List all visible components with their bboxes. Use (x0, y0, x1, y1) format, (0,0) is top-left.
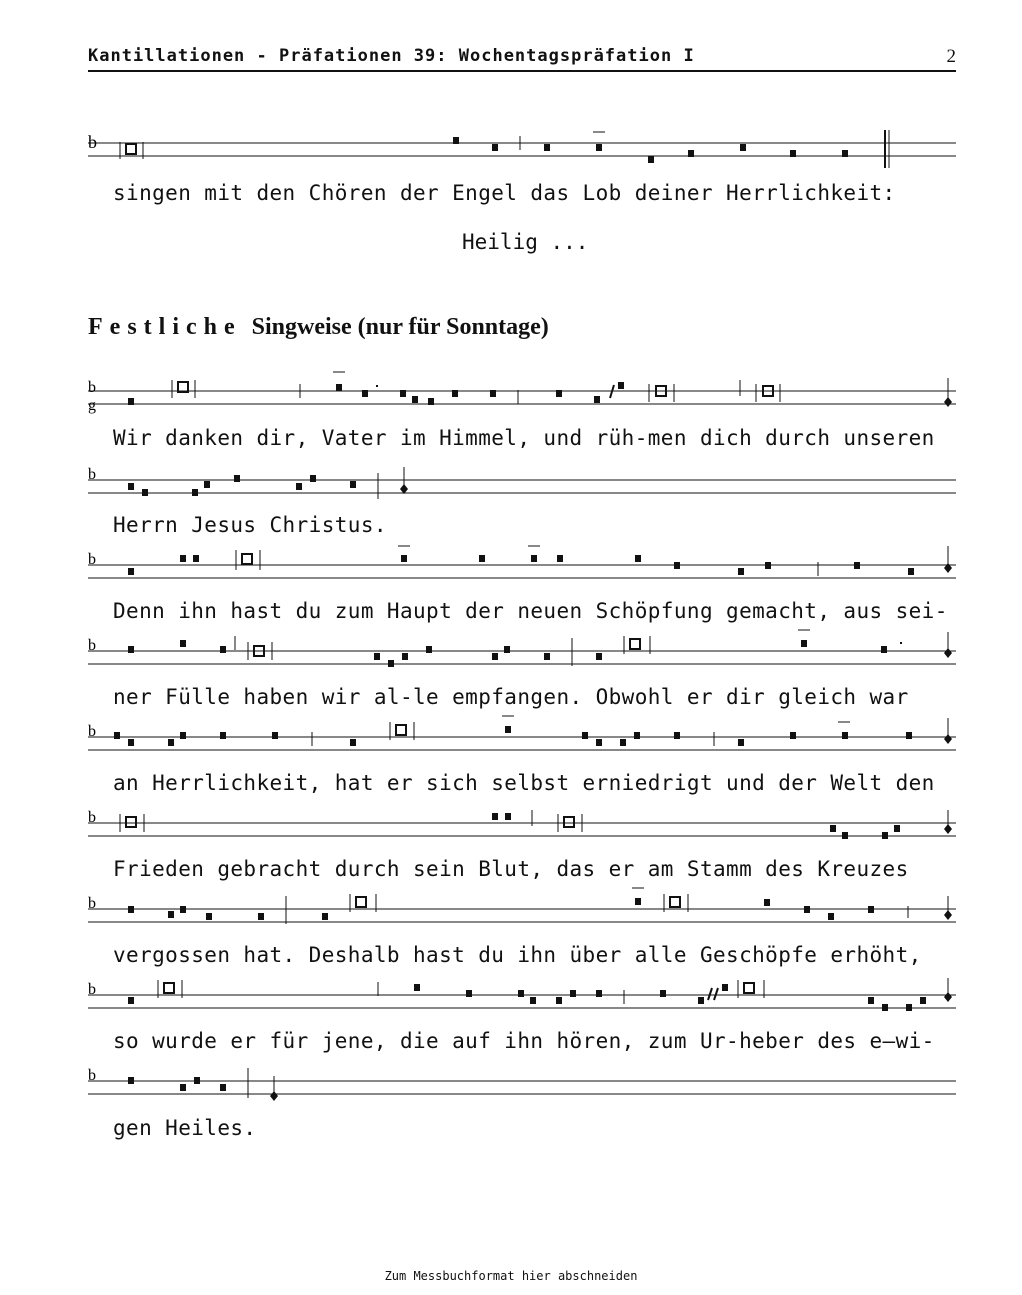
music-staff (88, 465, 956, 505)
music-staff (88, 980, 956, 1020)
staff-notation (88, 376, 956, 416)
lyric-line: ner Fülle haben wir al-le empfangen. Obwohl er dir gleich war (113, 685, 909, 709)
section-heading (88, 314, 549, 341)
lyric-line: Frieden gebracht durch sein Blut, das er am Stamm des Kreuzes (113, 857, 909, 881)
flat-sign: b (88, 132, 97, 152)
flat-sign: b (88, 1067, 96, 1084)
lyric-line: Herrn Jesus Christus. (113, 513, 387, 537)
heading-rest: Singweise (nur für Sonntage) (251, 314, 549, 340)
flat-sign: b (88, 551, 96, 568)
staff-notation (88, 722, 956, 762)
lyric-line: Denn ihn hast du zum Haupt der neuen Schöpfung gemacht, aus sei- (113, 599, 948, 623)
flat-sign: b (88, 379, 96, 396)
lyric-line: an Herrlichkeit, hat er sich selbst erniedrigt und der Welt den (113, 771, 935, 795)
page-title: Kantillationen - Präfationen 39: Wochentagspräfation I (88, 46, 695, 66)
staff-notation (88, 894, 956, 934)
staff-notation (88, 980, 956, 1020)
staff-notation (88, 808, 956, 848)
page-header (88, 44, 956, 72)
staff-notation (88, 128, 956, 168)
page-number: 2 (946, 46, 956, 67)
heilig-text: Heilig ... (462, 230, 589, 254)
lyric-line: vergossen hat. Deshalb hast du ihn über alle Geschöpfe erhöht, (113, 943, 922, 967)
heading-spaced: Festliche (88, 314, 242, 340)
flat-sign: b (88, 981, 96, 998)
music-staff (88, 1066, 956, 1106)
music-staff (88, 636, 956, 676)
flat-sign: b (88, 809, 96, 826)
staff-notation (88, 550, 956, 590)
music-staff (88, 722, 956, 762)
music-staff (88, 808, 956, 848)
lyric-line: gen Heiles. (113, 1116, 257, 1140)
flat-sign: b (88, 723, 96, 740)
flat-sign: b (88, 895, 96, 912)
staff-notation (88, 465, 956, 505)
staff-notation (88, 636, 956, 676)
music-staff (88, 894, 956, 934)
music-staff (88, 128, 956, 168)
lyric-line: singen mit den Chören der Engel das Lob deiner Herrlichkeit: (113, 181, 896, 205)
footer-note: Zum Messbuchformat hier abschneiden (384, 1269, 638, 1283)
flat-sign: b (88, 637, 96, 654)
flat-sign: b (88, 466, 96, 483)
music-staff (88, 376, 956, 416)
staff-notation (88, 1066, 956, 1106)
lyric-line: Wir danken dir, Vater im Himmel, und rüh-men dich durch unseren (113, 426, 935, 450)
lyric-line: so wurde er für jene, die auf ihn hören, zum Ur-heber des e—wi- (113, 1029, 935, 1053)
music-staff (88, 550, 956, 590)
g-clef-mark: g (88, 397, 96, 414)
